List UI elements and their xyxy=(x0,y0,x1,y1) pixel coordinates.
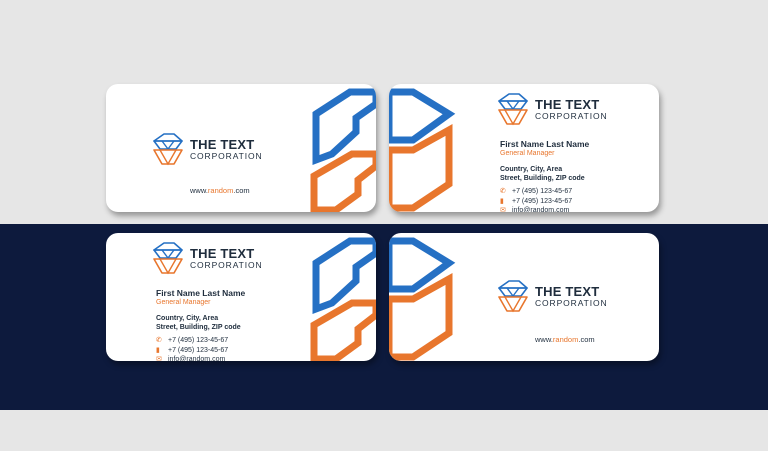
company-logo xyxy=(495,92,608,126)
phone-icon: ✆ xyxy=(500,188,506,195)
company-name: THE TEXT xyxy=(535,96,600,112)
address: Country, City, Area Street, Building, ZIP code xyxy=(156,315,241,331)
company-logo xyxy=(150,132,263,166)
card-back-bottom xyxy=(106,233,376,361)
company-name: THE TEXT xyxy=(190,136,255,152)
company-subtitle: CORPORATION xyxy=(190,150,263,161)
website-url: www.random.com xyxy=(535,335,595,344)
company-logo xyxy=(495,279,608,313)
geometric-shape-icon xyxy=(302,233,376,361)
contact-block xyxy=(156,288,245,361)
email-row: ✉ info@random.com xyxy=(500,206,589,212)
card-front-top xyxy=(106,84,376,212)
mobile-icon: ▮ xyxy=(500,197,504,205)
website-url: www.random.com xyxy=(190,186,250,195)
company-name: THE TEXT xyxy=(535,283,600,299)
geometric-shape-icon xyxy=(302,84,376,212)
mobile-row: ▮ +7 (495) 123-45-67 xyxy=(500,197,573,205)
geometric-shape-icon xyxy=(389,84,463,212)
hexagon-logo-icon xyxy=(150,241,186,275)
job-title: General Manager xyxy=(156,299,211,306)
hexagon-logo-icon xyxy=(150,132,186,166)
mobile-icon: ▮ xyxy=(156,346,160,354)
phone-row: ✆ +7 (495) 123-45-67 xyxy=(500,188,573,195)
card-front-bottom xyxy=(389,233,659,361)
phone-row: ✆ +7 (495) 123-45-67 xyxy=(156,337,229,344)
email-row: ✉ info@random.com xyxy=(156,355,245,361)
company-logo xyxy=(150,241,263,275)
company-subtitle: CORPORATION xyxy=(190,259,263,270)
company-name: THE TEXT xyxy=(190,245,255,261)
card-back-top xyxy=(389,84,659,212)
person-name: First Name Last Name xyxy=(156,288,246,298)
phone-icon: ✆ xyxy=(156,337,162,344)
mobile-row: ▮ +7 (495) 123-45-67 xyxy=(156,346,229,354)
hexagon-logo-icon xyxy=(495,279,531,313)
hexagon-logo-icon xyxy=(495,92,531,126)
company-subtitle: CORPORATION xyxy=(535,297,608,308)
contact-block xyxy=(500,139,589,212)
company-subtitle: CORPORATION xyxy=(535,110,608,121)
geometric-shape-icon xyxy=(389,233,463,361)
envelope-icon: ✉ xyxy=(500,207,506,212)
address: Country, City, Area Street, Building, ZIP code xyxy=(500,166,585,182)
job-title: General Manager xyxy=(500,150,555,157)
person-name: First Name Last Name xyxy=(500,139,590,149)
envelope-icon: ✉ xyxy=(156,356,162,361)
